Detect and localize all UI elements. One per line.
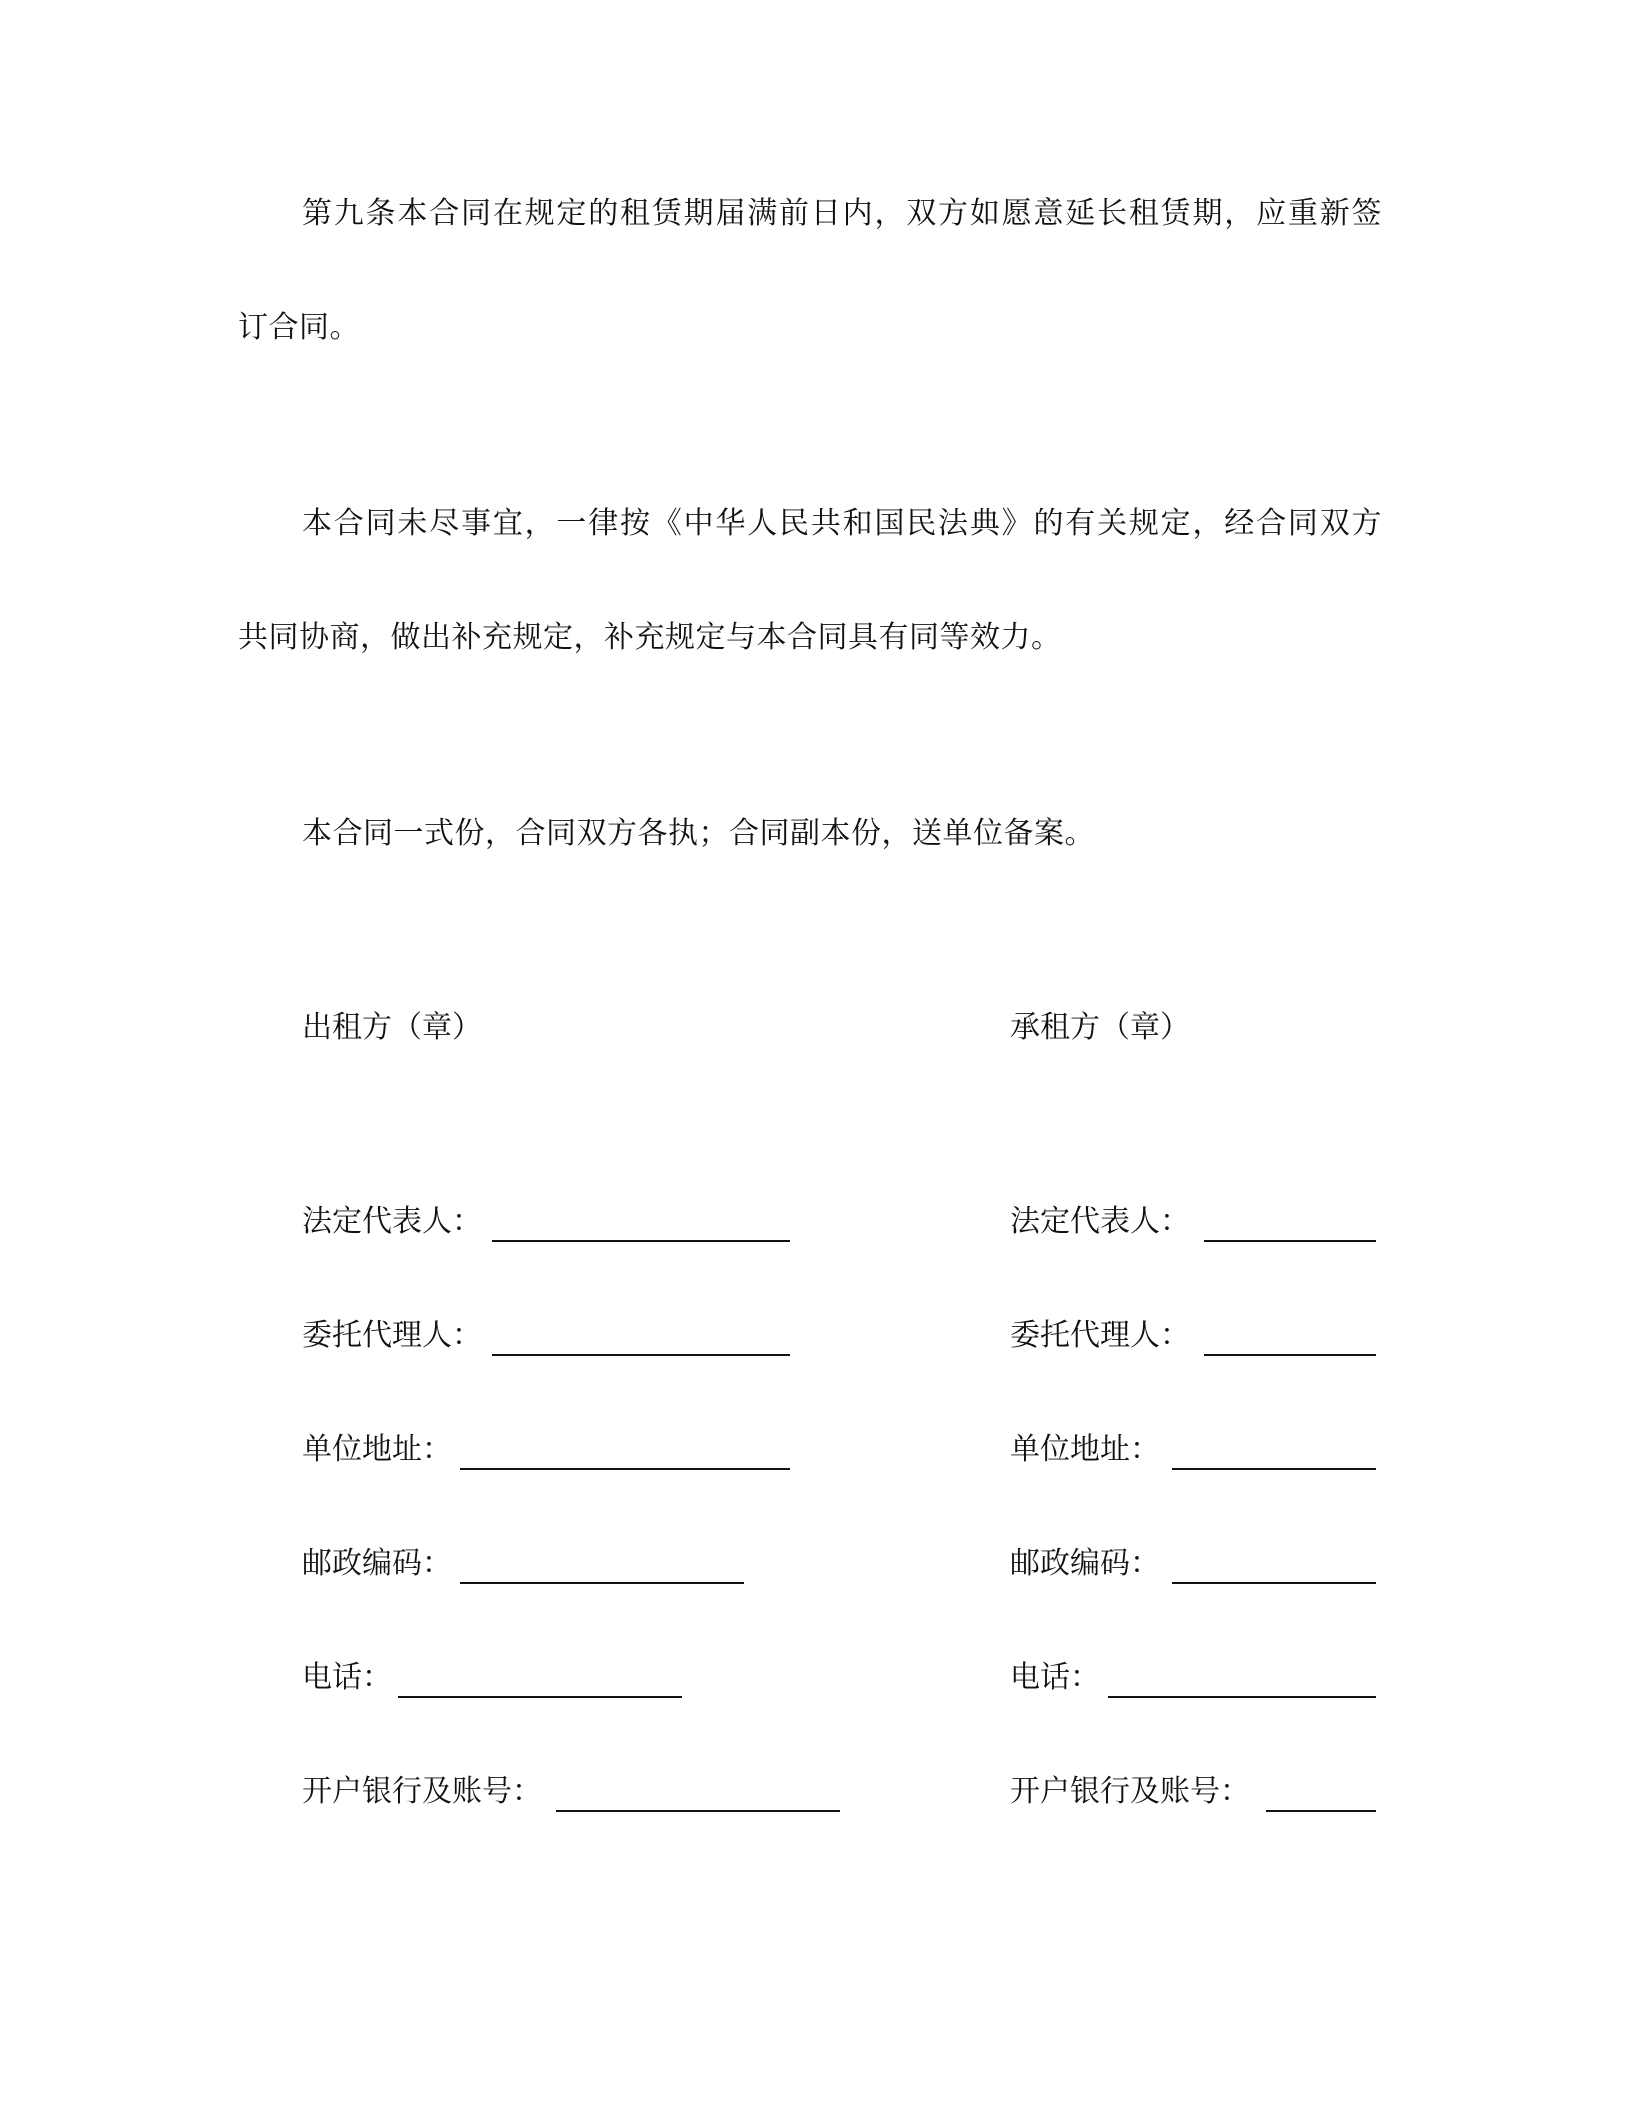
lessor-bank-label: 开户银行及账号： — [302, 1774, 542, 1809]
lessor-legal-rep-blank[interactable] — [492, 1240, 790, 1242]
lessor-bank-blank[interactable] — [556, 1810, 840, 1812]
lessor-address-blank[interactable] — [460, 1468, 790, 1470]
lessee-postcode-label: 邮政编码： — [1010, 1546, 1160, 1581]
lessee-phone-label: 电话： — [1010, 1660, 1100, 1695]
lessee-legal-rep-blank[interactable] — [1204, 1240, 1376, 1242]
lessor-phone-blank[interactable] — [398, 1696, 682, 1698]
lessor-agent-blank[interactable] — [492, 1354, 790, 1356]
lessor-legal-rep-label: 法定代表人： — [302, 1204, 482, 1239]
matters-line2: 共同协商，做出补充规定，补充规定与本合同具有同等效力。 — [238, 620, 1062, 655]
copies-line: 本合同一式份，合同双方各执；合同副本份，送单位备案。 — [302, 816, 1095, 851]
lessor-phone-label: 电话： — [302, 1660, 392, 1695]
lessee-address-blank[interactable] — [1172, 1468, 1376, 1470]
lessee-agent-label: 委托代理人： — [1010, 1318, 1190, 1353]
lessor-title: 出租方（章） — [302, 1010, 482, 1045]
lessee-bank-blank[interactable] — [1266, 1810, 1376, 1812]
lessor-agent-label: 委托代理人： — [302, 1318, 482, 1353]
lessee-postcode-blank[interactable] — [1172, 1582, 1376, 1584]
lessor-postcode-blank[interactable] — [460, 1582, 744, 1584]
lessee-title: 承租方（章） — [1010, 1010, 1190, 1045]
lessee-address-label: 单位地址： — [1010, 1432, 1160, 1467]
lessee-bank-label: 开户银行及账号： — [1010, 1774, 1250, 1809]
lessee-phone-blank[interactable] — [1108, 1696, 1376, 1698]
matters-line1: 本合同未尽事宜，一律按《中华人民共和国民法典》的有关规定，经合同双方 — [302, 506, 1382, 541]
article9-line1: 第九条本合同在规定的租赁期届满前日内，双方如愿意延长租赁期，应重新签 — [302, 196, 1382, 231]
lessor-postcode-label: 邮政编码： — [302, 1546, 452, 1581]
article9-line2: 订合同。 — [238, 310, 360, 345]
lessor-address-label: 单位地址： — [302, 1432, 452, 1467]
lessee-legal-rep-label: 法定代表人： — [1010, 1204, 1190, 1239]
lessee-agent-blank[interactable] — [1204, 1354, 1376, 1356]
